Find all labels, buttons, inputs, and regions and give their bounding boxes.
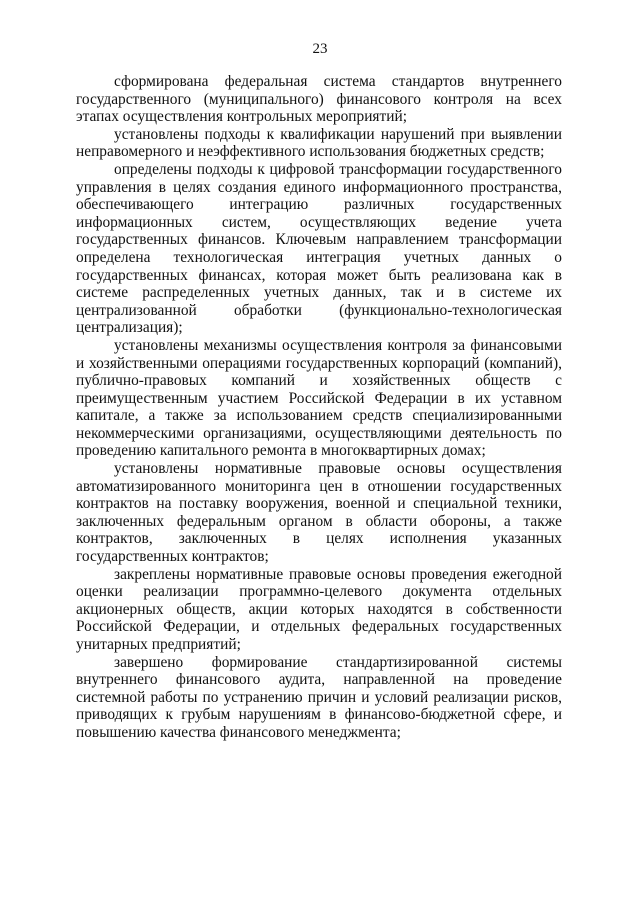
page-number: 23 [312, 41, 328, 57]
paragraph-price-monitoring: установлены нормативные правовые основы осуществления автоматизированного мониторинга цен в отношении государственных контрактов на поставку вооружения, военной и специальной техники, заключенных федеральным органом в области обороны, а также контрактов, заключенных в целях исполнения указанных государственных контрактов; [76, 460, 562, 566]
paragraph-annual-assessment: закреплены нормативные правовые основы проведения ежегодной оценки реализации программно-целевого документа отдельных акционерных обществ, акции которых находятся в собственности Российской Федерации, и отдельных федеральных государственных унитарных предприятий; [76, 565, 562, 653]
paragraph-violation-qualification: установлены подходы к квалификации нарушений при выявлении неправомерного и неэффективного использования бюджетных средств; [76, 125, 562, 161]
paragraph-federal-standards: сформирована федеральная система стандартов внутреннего государственного (муниципального) финансового контроля на всех этапах осуществления контрольных мероприятий; [76, 73, 562, 126]
document-body [76, 73, 562, 742]
paragraph-internal-audit: завершено формирование стандартизированной системы внутреннего финансового аудита, направленной на проведение системной работы по устранению причин и условий реализации рисков, приводящих к грубым нарушениям в финансово-бюджетной сфере, и повышению качества финансового менеджмента; [76, 653, 562, 741]
paragraph-digital-transformation: определены подходы к цифровой трансформации государственного управления в целях создания единого информационного пространства, обеспечивающего интеграцию различных государственных информационных систем, осуществляющих ведение учета государственных финансов. Ключевым направлением трансформации определена технологическая интеграция учетных данных о государственных финансах, которая может быть реализована как в системе распределенных учетных данных, так и в системе их централизованной обработки (функционально-технологическая централизация); [76, 160, 562, 337]
paragraph-corporation-control: установлены механизмы осуществления контроля за финансовыми и хозяйственными операциями государственных корпораций (компаний), публично-правовых компаний и хозяйственных обществ с преимущественным участием Российской Федерации в их уставном капитале, а также за использованием средств специализированными некоммерческими организациями, осуществляющими деятельность по проведению капитального ремонта в многоквартирных домах; [76, 336, 562, 460]
